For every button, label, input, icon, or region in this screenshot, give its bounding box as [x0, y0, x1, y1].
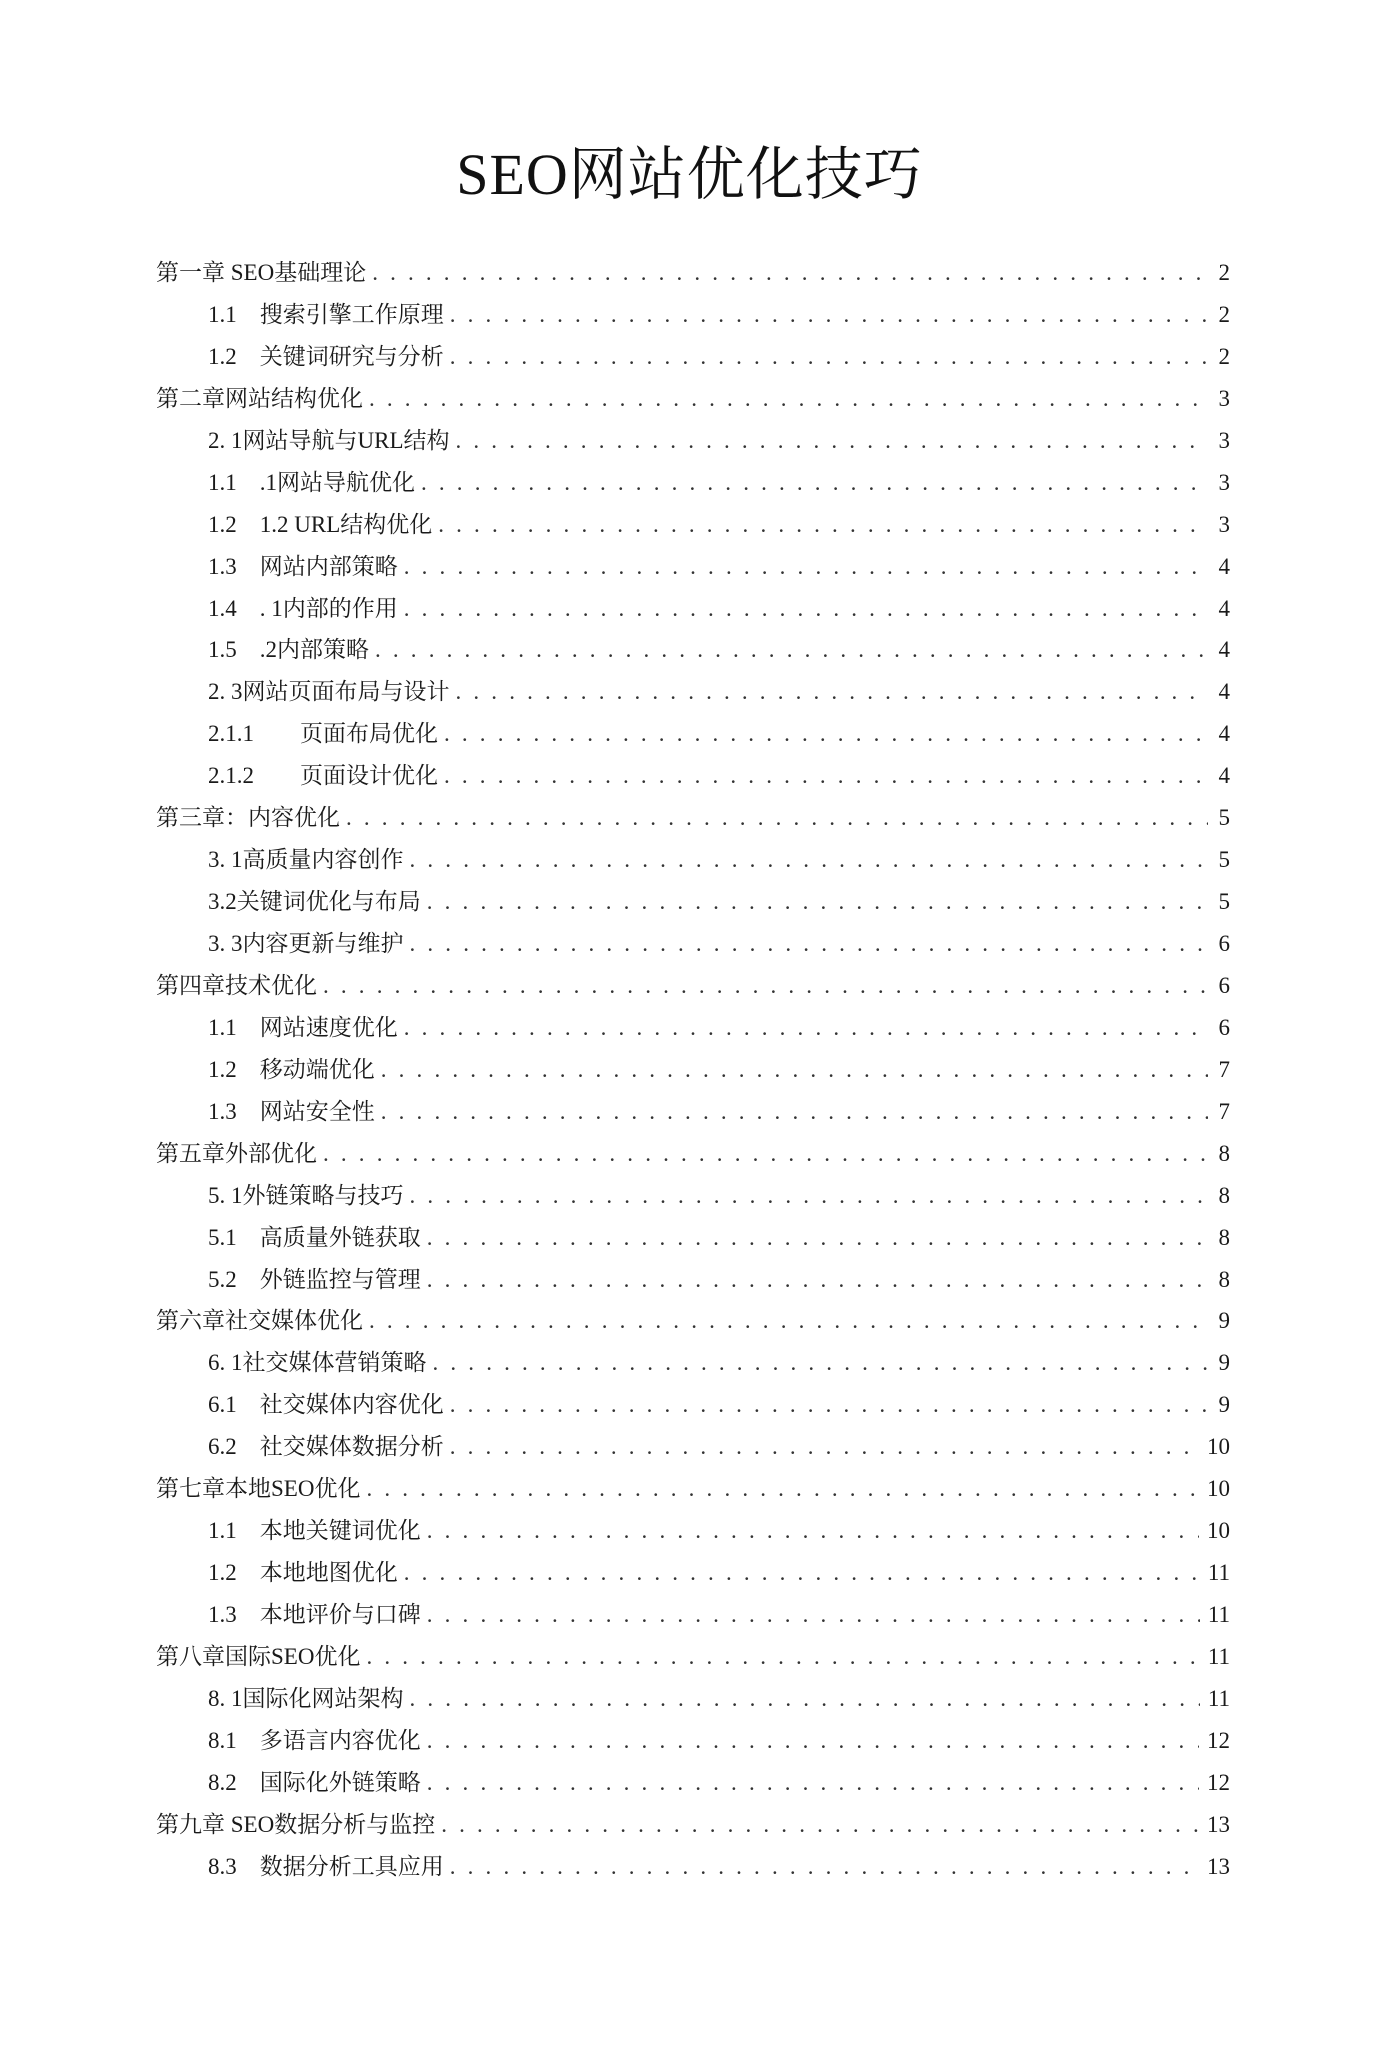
toc-entry-title: 5.1 高质量外链获取 — [208, 1224, 421, 1250]
toc-entry-title: 2. 1网站导航与URL结构 — [208, 427, 450, 453]
toc-page-number: 5 — [1218, 847, 1230, 873]
toc-dot-leader — [427, 1217, 1208, 1259]
toc-page-number: 7 — [1218, 1056, 1230, 1082]
document-title: SEO网站优化技巧 — [456, 142, 923, 207]
toc-section-entry[interactable] — [156, 1217, 1230, 1259]
toc-dot-leader — [427, 1259, 1208, 1301]
toc-entry-title: 第六章社交媒体优化 — [156, 1308, 363, 1334]
toc-dot-leader — [323, 1133, 1208, 1175]
toc-section-entry[interactable] — [156, 294, 1230, 336]
toc-entry-title: 8.3 数据分析工具应用 — [208, 1853, 444, 1879]
toc-section-entry[interactable] — [156, 1049, 1230, 1091]
toc-section-entry[interactable] — [156, 462, 1230, 504]
toc-page-number: 3 — [1218, 427, 1230, 453]
table-of-contents — [156, 252, 1230, 1888]
toc-section-entry[interactable] — [156, 671, 1230, 713]
toc-section-entry[interactable] — [156, 546, 1230, 588]
toc-dot-leader — [438, 504, 1208, 546]
toc-section-entry[interactable] — [156, 713, 1230, 755]
toc-dot-leader — [369, 1300, 1208, 1342]
toc-chapter-entry[interactable] — [156, 797, 1230, 839]
toc-entry-title: 3. 3内容更新与维护 — [208, 931, 404, 956]
toc-entry-title: 第五章外部优化 — [156, 1140, 317, 1166]
toc-section-entry[interactable] — [156, 1510, 1230, 1552]
toc-entry-title: 1.1 本地关键词优化 — [208, 1518, 421, 1544]
toc-entry-title: 第七章本地SEO优化 — [156, 1476, 361, 1502]
toc-dot-leader — [444, 755, 1208, 797]
toc-section-entry[interactable] — [156, 755, 1230, 797]
toc-entry-title: 第二章网站结构优化 — [156, 385, 363, 411]
toc-chapter-entry[interactable] — [156, 1300, 1230, 1342]
toc-page-number: 13 — [1207, 1811, 1230, 1837]
toc-section-entry[interactable] — [156, 1342, 1230, 1384]
toc-entry-title: 8. 1国际化网站架构 — [208, 1685, 404, 1711]
toc-dot-leader — [456, 671, 1209, 713]
toc-page-number: 6 — [1218, 972, 1230, 998]
toc-dot-leader — [456, 420, 1209, 462]
toc-page-number: 12 — [1207, 1769, 1230, 1795]
toc-entry-title: 6.1 社交媒体内容优化 — [208, 1392, 444, 1418]
toc-dot-leader — [404, 588, 1208, 630]
toc-dot-leader — [381, 1091, 1208, 1133]
toc-entry-title: 1.1 .1网站导航优化 — [208, 469, 415, 495]
toc-entry-title: 3.2关键词优化与布局 — [208, 889, 421, 915]
toc-page-number: 2 — [1218, 260, 1230, 285]
toc-chapter-entry[interactable] — [156, 1133, 1230, 1175]
toc-page-number: 9 — [1218, 1308, 1230, 1334]
toc-page-number: 8 — [1218, 1182, 1230, 1208]
toc-section-entry[interactable] — [156, 1175, 1230, 1217]
toc-entry-title: 第一章 SEO基础理论 — [156, 260, 367, 285]
toc-dot-leader — [433, 1342, 1209, 1384]
toc-entry-title: 5.2 外链监控与管理 — [208, 1266, 421, 1292]
toc-dot-leader — [404, 1007, 1208, 1049]
toc-dot-leader — [346, 797, 1208, 839]
toc-section-entry[interactable] — [156, 629, 1230, 671]
toc-entry-title: 2.1.2 页面设计优化 — [208, 763, 438, 789]
toc-dot-leader — [427, 1594, 1200, 1636]
toc-dot-leader — [366, 1468, 1199, 1510]
toc-section-entry[interactable] — [156, 588, 1230, 630]
toc-entry-title: 1.4 . 1内部的作用 — [208, 595, 398, 621]
toc-entry-title: 1.5 .2内部策略 — [208, 637, 369, 663]
toc-dot-leader — [369, 378, 1208, 420]
toc-entry-title: 第八章国际SEO优化 — [156, 1643, 361, 1669]
toc-dot-leader — [450, 294, 1208, 336]
toc-dot-leader — [444, 713, 1208, 755]
toc-entry-title: 1.2 移动端优化 — [208, 1056, 375, 1082]
toc-entry-title: 8.1 多语言内容优化 — [208, 1727, 421, 1753]
toc-section-entry[interactable] — [156, 1091, 1230, 1133]
toc-page-number: 5 — [1218, 805, 1230, 831]
toc-dot-leader — [450, 1426, 1199, 1468]
toc-section-entry[interactable] — [156, 1846, 1230, 1888]
toc-section-entry[interactable] — [156, 1678, 1230, 1720]
toc-entry-title: 第九章 SEO数据分析与监控 — [156, 1811, 436, 1837]
toc-section-entry[interactable] — [156, 420, 1230, 462]
toc-page-number: 10 — [1207, 1518, 1230, 1544]
toc-dot-leader — [427, 1762, 1199, 1804]
toc-page-number: 6 — [1218, 931, 1230, 956]
toc-entry-title: 1.2 关键词研究与分析 — [208, 343, 444, 369]
toc-entry-title: 1.3 本地评价与口碑 — [208, 1602, 421, 1627]
toc-section-entry[interactable] — [156, 1426, 1230, 1468]
toc-dot-leader — [421, 462, 1208, 504]
toc-page-number: 2 — [1218, 301, 1230, 327]
toc-dot-leader — [404, 546, 1208, 588]
toc-page-number: 10 — [1207, 1434, 1230, 1460]
toc-page-number: 4 — [1218, 679, 1230, 705]
toc-chapter-entry[interactable] — [156, 1468, 1230, 1510]
toc-entry-title: 2. 3网站页面布局与设计 — [208, 679, 450, 705]
toc-page-number: 11 — [1207, 1560, 1230, 1586]
toc-section-entry[interactable] — [156, 1384, 1230, 1426]
toc-section-entry[interactable] — [156, 1007, 1230, 1049]
toc-dot-leader — [404, 1552, 1200, 1594]
toc-entry-title: 6. 1社交媒体营销策略 — [208, 1350, 427, 1376]
toc-section-entry[interactable] — [156, 839, 1230, 881]
toc-dot-leader — [450, 1384, 1208, 1426]
toc-chapter-entry[interactable] — [156, 378, 1230, 420]
toc-dot-leader — [366, 1636, 1199, 1678]
toc-page-number: 6 — [1218, 1014, 1230, 1040]
toc-entry-title: 2.1.1 页面布局优化 — [208, 721, 438, 747]
toc-dot-leader — [450, 336, 1208, 378]
toc-entry-title: 1.2 本地地图优化 — [208, 1560, 398, 1586]
toc-entry-title: 3. 1高质量内容创作 — [208, 847, 404, 873]
toc-page-number: 4 — [1218, 595, 1230, 621]
toc-entry-title: 8.2 国际化外链策略 — [208, 1769, 421, 1795]
toc-section-entry[interactable] — [156, 504, 1230, 546]
toc-page-number: 4 — [1218, 721, 1230, 747]
toc-page-number: 10 — [1207, 1476, 1230, 1502]
toc-page-number: 11 — [1207, 1685, 1230, 1711]
toc-page-number: 8 — [1218, 1266, 1230, 1292]
toc-page-number: 2 — [1218, 343, 1230, 369]
toc-dot-leader — [410, 1175, 1209, 1217]
toc-entry-title: 1.1 搜索引擎工作原理 — [208, 301, 444, 327]
toc-page-number: 4 — [1218, 553, 1230, 579]
toc-page-number: 11 — [1207, 1643, 1230, 1669]
toc-dot-leader — [410, 839, 1209, 881]
toc-page-number: 4 — [1218, 763, 1230, 789]
toc-page-number: 12 — [1207, 1727, 1230, 1753]
toc-entry-title: 5. 1外链策略与技巧 — [208, 1182, 404, 1208]
toc-dot-leader — [410, 923, 1209, 965]
toc-section-entry[interactable] — [156, 1552, 1230, 1594]
toc-chapter-entry[interactable] — [156, 252, 1230, 294]
toc-dot-leader — [372, 252, 1208, 294]
toc-section-entry[interactable] — [156, 1720, 1230, 1762]
toc-dot-leader — [427, 1720, 1199, 1762]
toc-dot-leader — [427, 1510, 1199, 1552]
toc-dot-leader — [323, 965, 1208, 1007]
toc-page-number: 8 — [1218, 1224, 1230, 1250]
toc-dot-leader — [410, 1678, 1200, 1720]
toc-page-number: 9 — [1218, 1392, 1230, 1418]
toc-entry-title: 1.3 网站内部策略 — [208, 553, 398, 579]
toc-page-number: 9 — [1218, 1350, 1230, 1376]
toc-section-entry[interactable] — [156, 1762, 1230, 1804]
toc-dot-leader — [375, 629, 1208, 671]
toc-page-number: 5 — [1218, 889, 1230, 915]
toc-section-entry[interactable] — [156, 336, 1230, 378]
toc-entry-title: 第四章技术优化 — [156, 972, 317, 998]
toc-chapter-entry[interactable] — [156, 1636, 1230, 1678]
toc-entry-title: 1.1 网站速度优化 — [208, 1014, 398, 1040]
toc-entry-title: 第三章：内容优化 — [156, 805, 340, 831]
toc-page-number: 11 — [1207, 1602, 1230, 1627]
toc-chapter-entry[interactable] — [156, 1804, 1230, 1846]
toc-section-entry[interactable] — [156, 923, 1230, 965]
toc-dot-leader — [381, 1049, 1208, 1091]
toc-dot-leader — [427, 881, 1208, 923]
toc-page-number: 8 — [1218, 1140, 1230, 1166]
toc-chapter-entry[interactable] — [156, 965, 1230, 1007]
toc-entry-title: 1.3 网站安全性 — [208, 1098, 375, 1124]
toc-section-entry[interactable] — [156, 1594, 1230, 1636]
toc-page-number: 7 — [1218, 1098, 1230, 1124]
toc-dot-leader — [441, 1804, 1199, 1846]
toc-dot-leader — [450, 1846, 1199, 1888]
toc-page-number: 3 — [1218, 511, 1230, 537]
toc-entry-title: 1.2 1.2 URL结构优化 — [208, 511, 433, 537]
toc-page-number: 3 — [1218, 469, 1230, 495]
toc-page-number: 4 — [1218, 637, 1230, 663]
toc-page-number: 13 — [1207, 1853, 1230, 1879]
toc-section-entry[interactable] — [156, 881, 1230, 923]
toc-section-entry[interactable] — [156, 1259, 1230, 1301]
toc-page-number: 3 — [1218, 385, 1230, 411]
toc-entry-title: 6.2 社交媒体数据分析 — [208, 1434, 444, 1460]
